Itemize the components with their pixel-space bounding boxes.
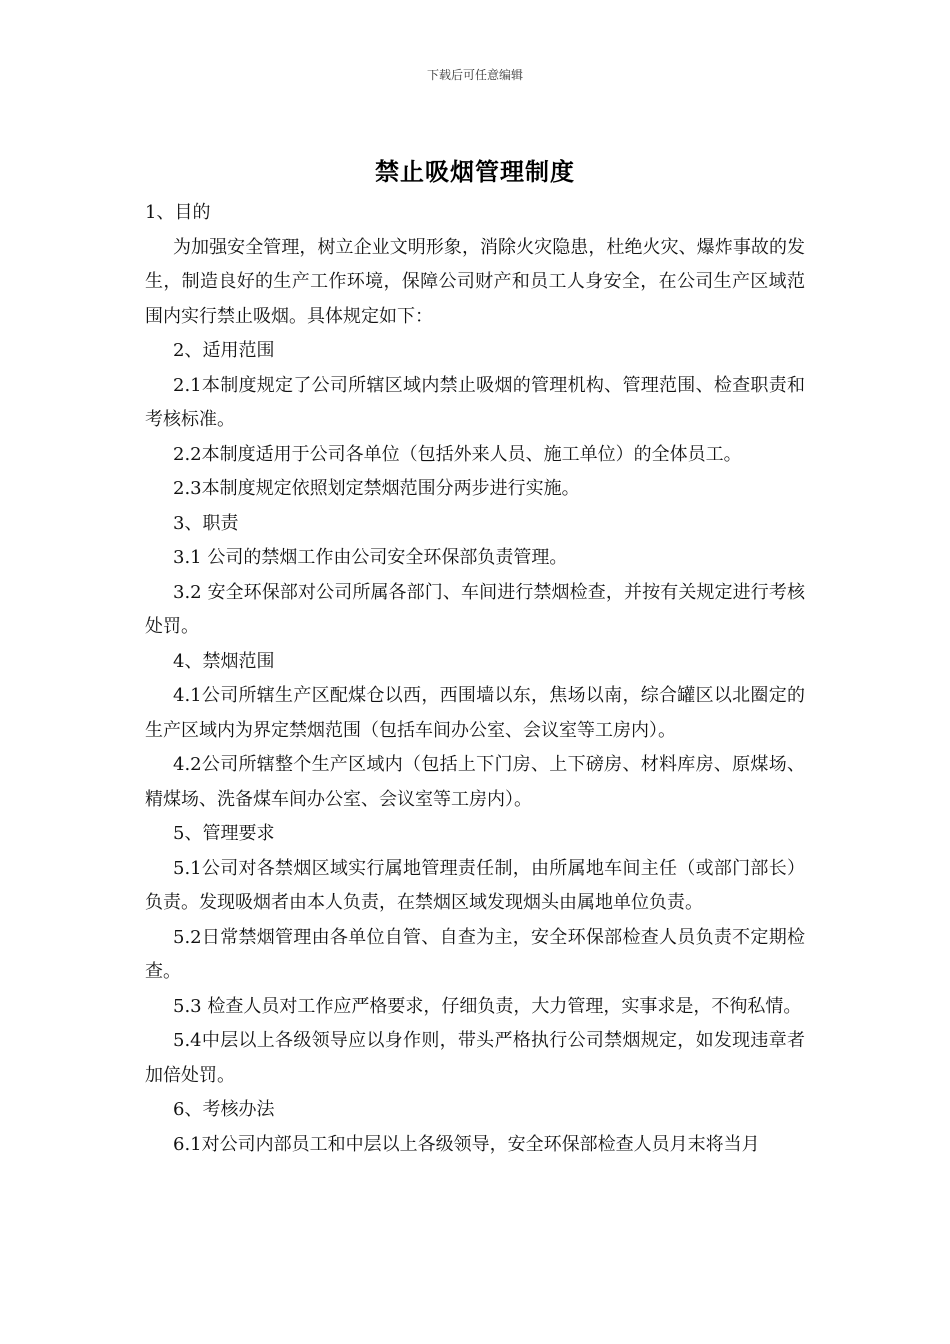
- document-body: [145, 196, 805, 1162]
- paragraph: 6、考核办法: [173, 1099, 275, 1120]
- paragraph: 6.1对公司内部员工和中层以上各级领导，安全环保部检查人员月末将当月: [173, 1133, 760, 1155]
- paragraph: 2.3本制度规定依照划定禁烟范围分两步进行实施。: [173, 478, 580, 499]
- paragraph: 为加强安全管理，树立企业文明形象，消除火灾隐患，杜绝火灾、爆炸事故的发生，制造良好的生产工作环境，保障公司财产和员工人身安全，在公司生产区域范围内实行禁止吸烟。具体规定如下：: [145, 236, 805, 327]
- paragraph: 2.2本制度适用于公司各单位（包括外来人员、施工单位）的全体员工。: [173, 443, 742, 465]
- paragraph: 5、管理要求: [173, 823, 275, 844]
- header-note: 下载后可任意编辑: [426, 68, 523, 82]
- paragraph: 2.1本制度规定了公司所辖区域内禁止吸烟的管理机构、管理范围、检查职责和考核标准。: [145, 374, 805, 430]
- paragraph: 2、适用范围: [173, 340, 275, 361]
- paragraph: 3、职责: [173, 512, 239, 534]
- paragraph: 3.2 安全环保部对公司所属各部门、车间进行禁烟检查，并按有关规定进行考核处罚。: [145, 581, 805, 637]
- paragraph: 5.2日常禁烟管理由各单位自管、自查为主，安全环保部检查人员负责不定期检查。: [145, 926, 805, 982]
- paragraph: 1、目的: [145, 202, 211, 223]
- paragraph: 4.2公司所辖整个生产区域内（包括上下门房、上下磅房、材料库房、原煤场、精煤场、洗备煤车间办公室、会议室等工房内）。: [145, 754, 805, 810]
- paragraph: 4.1公司所辖生产区配煤仓以西，西围墙以东，焦场以南，综合罐区以北圈定的生产区域内为界定禁烟范围（包括车间办公室、会议室等工房内）。: [145, 685, 805, 741]
- paragraph: 5.3 检查人员对工作应严格要求，仔细负责，大力管理，实事求是，不徇私情。: [173, 995, 802, 1017]
- document-title: 禁止吸烟管理制度: [375, 158, 575, 186]
- paragraph: 5.4中层以上各级领导应以身作则，带头严格执行公司禁烟规定，如发现违章者加倍处罚。: [145, 1030, 805, 1086]
- paragraph: 5.1公司对各禁烟区域实行属地管理责任制，由所属地车间主任（或部门部长）负责。发现吸烟者由本人负责，在禁烟区域发现烟头由属地单位负责。: [145, 857, 805, 913]
- paragraph: 4、禁烟范围: [173, 650, 275, 672]
- paragraph: 3.1 公司的禁烟工作由公司安全环保部负责管理。: [173, 547, 568, 568]
